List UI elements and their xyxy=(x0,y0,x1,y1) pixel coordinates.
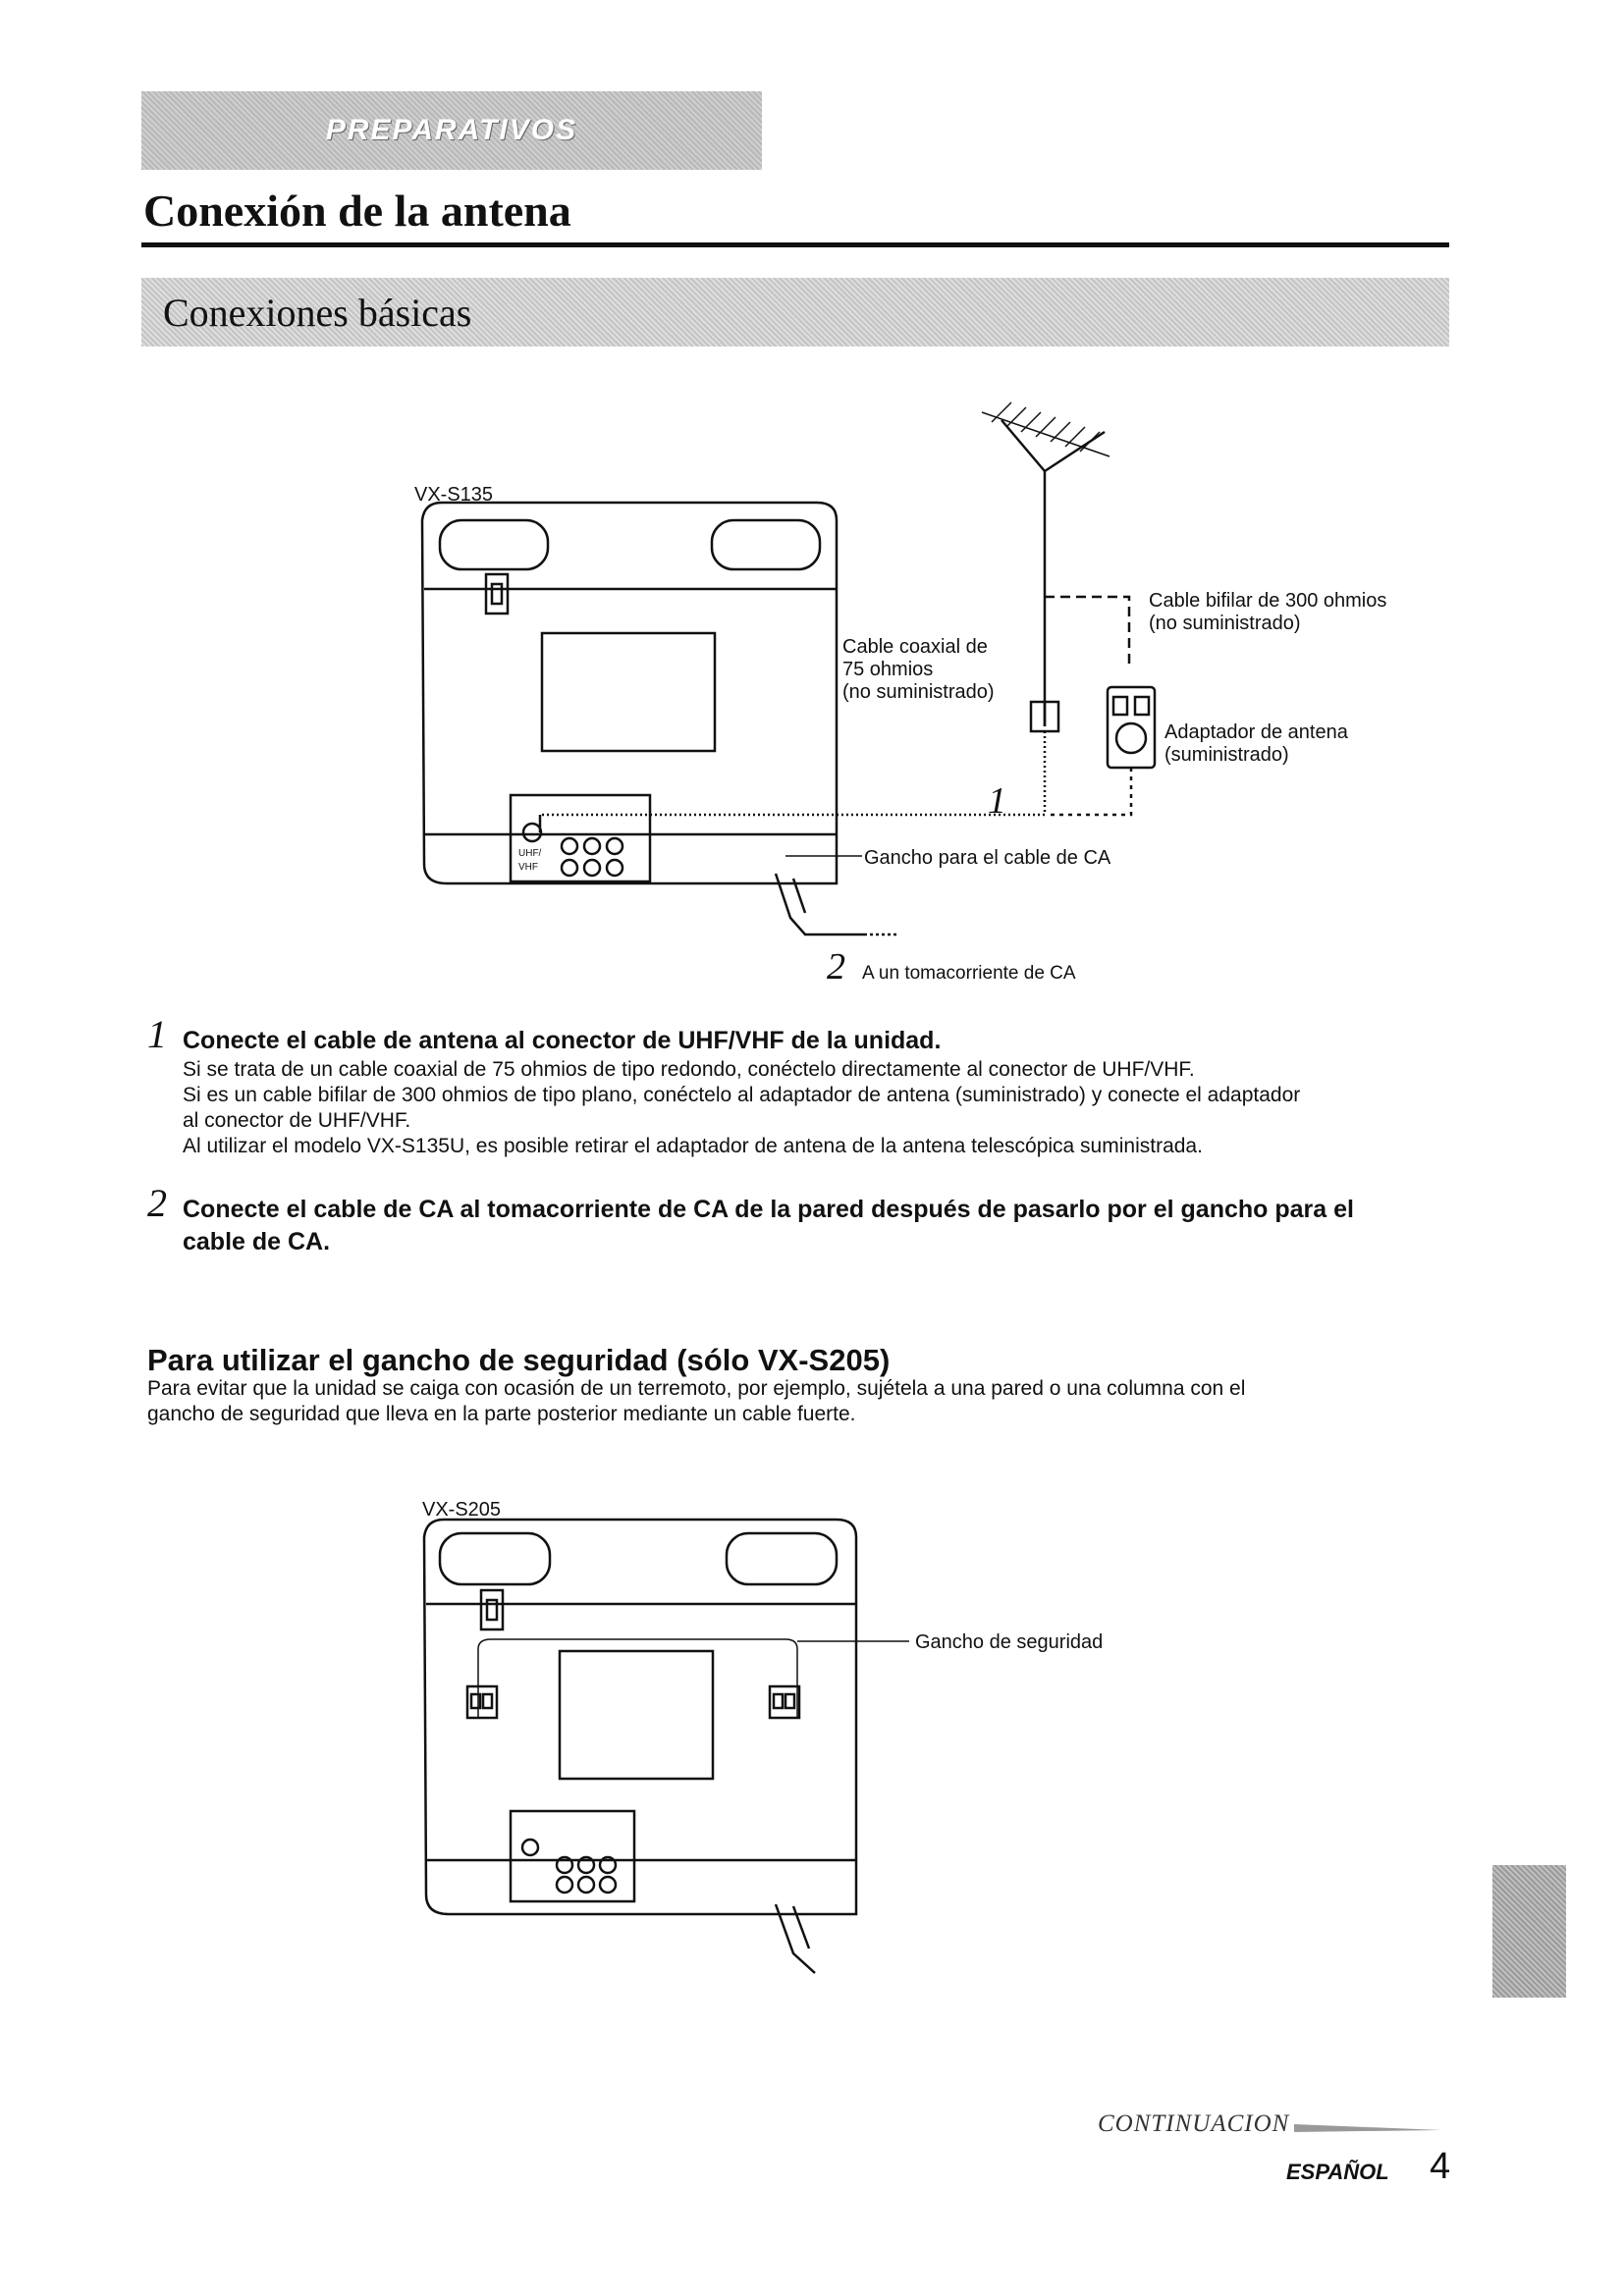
continuation-arrow-icon xyxy=(1294,2120,1451,2134)
page-title: Conexión de la antena xyxy=(143,186,571,236)
subsection-title: Conexiones básicas xyxy=(163,291,472,335)
step-1-line: Si se trata de un cable coaxial de 75 ohmios de tipo redondo, conéctelo directamente al conector de UHF/VHF. xyxy=(183,1058,1195,1081)
security-body xyxy=(147,1376,1443,1427)
coax-label-3: (no suministrado) xyxy=(842,681,995,703)
security-line: gancho de seguridad que lleva en la parte posterior mediante un cable fuerte. xyxy=(147,1403,856,1425)
model-label-s205: VX-S205 xyxy=(422,1499,502,1521)
adapter-label-2: (suministrado) xyxy=(1164,744,1289,766)
vhf-label: VHF xyxy=(518,862,538,873)
model-label-s135: VX-S135 xyxy=(414,484,494,506)
uhf-label: UHF/ xyxy=(518,848,542,859)
continuation-label: CONTINUACION xyxy=(1098,2110,1290,2137)
step-1-line: Al utilizar el modelo VX-S135U, es posible retirar el adaptador de antena de la antena telescópica suministrada. xyxy=(183,1135,1203,1157)
step-1-line: al conector de UHF/VHF. xyxy=(183,1109,411,1132)
section-label: PREPARATIVOS xyxy=(325,114,578,146)
security-heading: Para utilizar el gancho de seguridad (sólo VX-S205) xyxy=(147,1343,891,1377)
step-2-number: 2 xyxy=(147,1181,167,1225)
language-tab-marker xyxy=(1492,1865,1566,1998)
antenna-connection-diagram xyxy=(0,0,1624,1001)
antenna-icon xyxy=(982,402,1110,726)
antenna-adapter-icon xyxy=(1108,687,1155,768)
coax-label-2: 75 ohmios xyxy=(842,659,934,680)
step-2-title xyxy=(183,1194,1459,1258)
step-1-title: Conecte el cable de antena al conector de UHF/VHF de la unidad. xyxy=(183,1027,942,1054)
adapter-label-1: Adaptador de antena xyxy=(1164,721,1348,743)
step-1-number: 1 xyxy=(147,1012,167,1056)
callout-2: 2 xyxy=(827,946,845,988)
bifilar-label-2: (no suministrado) xyxy=(1149,613,1301,634)
step-1-body xyxy=(183,1057,1459,1159)
tv-back-vx-s135 xyxy=(422,503,837,883)
outlet-label: A un tomacorriente de CA xyxy=(862,963,1076,984)
security-hook-label: Gancho de seguridad xyxy=(915,1631,1104,1653)
tv-back-vx-s205 xyxy=(424,1520,909,1973)
step-2-title-line: Conecte el cable de CA al tomacorriente de CA de la pared después de pasarlo por el gancho para el xyxy=(183,1196,1354,1223)
step-1-line: Si es un cable bifilar de 300 ohmios de tipo plano, conéctelo al adaptador de antena (suministrado) y conecte el adaptador xyxy=(183,1084,1301,1106)
security-line: Para evitar que la unidad se caiga con ocasión de un terremoto, por ejemplo, sujétela a una pared o una columna con el xyxy=(147,1377,1246,1400)
security-hook-diagram xyxy=(0,1472,1624,1983)
step-2-title-line: cable de CA. xyxy=(183,1228,331,1255)
bifilar-label-1: Cable bifilar de 300 ohmios xyxy=(1149,590,1387,612)
language-label: ESPAÑOL xyxy=(1286,2160,1389,2184)
coax-label-1: Cable coaxial de xyxy=(842,636,988,658)
page-number: 4 xyxy=(1430,2146,1451,2187)
callout-1: 1 xyxy=(988,780,1006,822)
ac-hook-label: Gancho para el cable de CA xyxy=(864,847,1111,869)
